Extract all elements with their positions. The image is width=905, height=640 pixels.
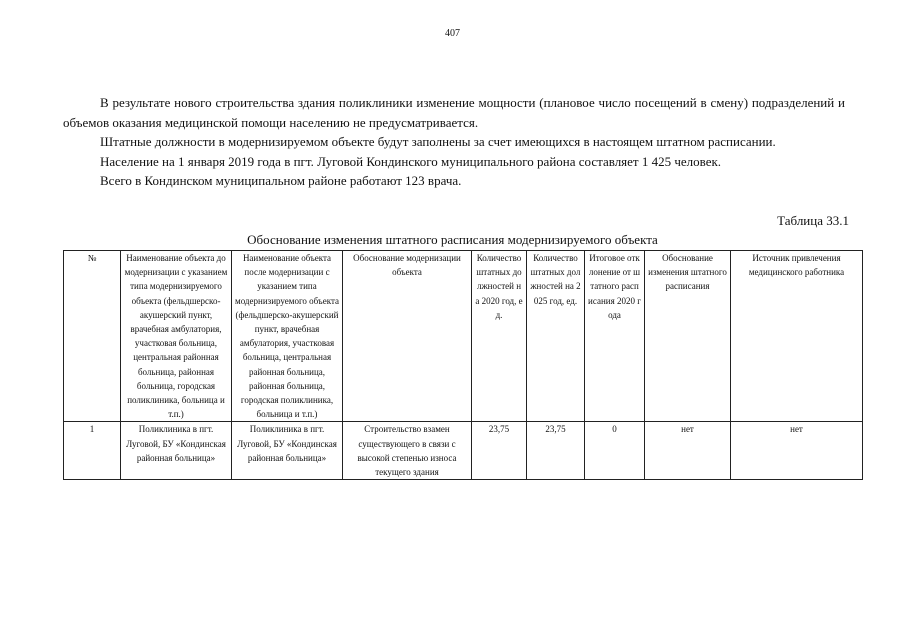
cell-staff-2020: 23,75 <box>472 422 527 480</box>
table-caption: Таблица 33.1 <box>777 213 849 228</box>
header-staff-2020: Количество штатных должностей на 2020 год, ед. <box>472 251 527 422</box>
table-row <box>64 422 863 480</box>
header-source: Источник привлечения медицинского работника <box>731 251 863 422</box>
paragraph: Население на 1 января 2019 года в пгт. Луговой Кондинского муниципального района составляет 1 425 человек. <box>100 153 722 169</box>
cell-change-rationale: нет <box>645 422 731 480</box>
paragraph: Всего в Кондинском муниципальном районе работают 123 врача. <box>100 173 462 189</box>
paragraph: В результате нового строительства здания поликлиники изменение мощности (плановое число посещений в смену) подразделений и объемов оказания медицинской помощи населению не предусматривается. <box>63 95 845 130</box>
table-title: Обоснование изменения штатного расписания модернизируемого объекта <box>247 232 658 247</box>
header-number: № <box>64 251 121 422</box>
cell-deviation: 0 <box>585 422 645 480</box>
paragraph: Штатные должности в модернизируемом объекте будут заполнены за счет имеющихся в настоящем штатном расписании. <box>100 134 776 150</box>
page-number: 407 <box>445 28 460 39</box>
cell-object-after: Поликлиника в пгт. Луговой, БУ «Кондинская районная больница» <box>232 422 343 480</box>
header-staff-2025: Количество штатных должностей на 2025 год, ед. <box>527 251 585 422</box>
table-header-row <box>64 251 863 422</box>
header-deviation: Итоговое отклонение от штатного расписания 2020 года <box>585 251 645 422</box>
header-object-before: Наименование объекта до модернизации с указанием типа модернизируемого объекта (фельдшерско-акушерский пункт, врачебная амбулатория, участковая больница, центральная районная больница, районная больница, городская поликлиника, больница и т.п.) <box>121 251 232 422</box>
cell-staff-2025: 23,75 <box>527 422 585 480</box>
body-text <box>63 93 845 191</box>
header-change-rationale: Обоснование изменения штатного расписания <box>645 251 731 422</box>
cell-number: 1 <box>64 422 121 480</box>
staff-table <box>63 250 863 480</box>
header-object-after: Наименование объекта после модернизации с указанием типа модернизируемого объекта (фельдшерско-акушерский пункт, врачебная амбулатория, участковая больница, центральная районная больница, районная больница, городская поликлиника, больница и т.п.) <box>232 251 343 422</box>
cell-source: нет <box>731 422 863 480</box>
header-modernization-rationale: Обоснование модернизации объекта <box>343 251 472 422</box>
cell-object-before: Поликлиника в пгт. Луговой, БУ «Кондинская районная больница» <box>121 422 232 480</box>
cell-modernization-rationale: Строительство взамен существующего в связи с высокой степенью износа текущего здания <box>343 422 472 480</box>
